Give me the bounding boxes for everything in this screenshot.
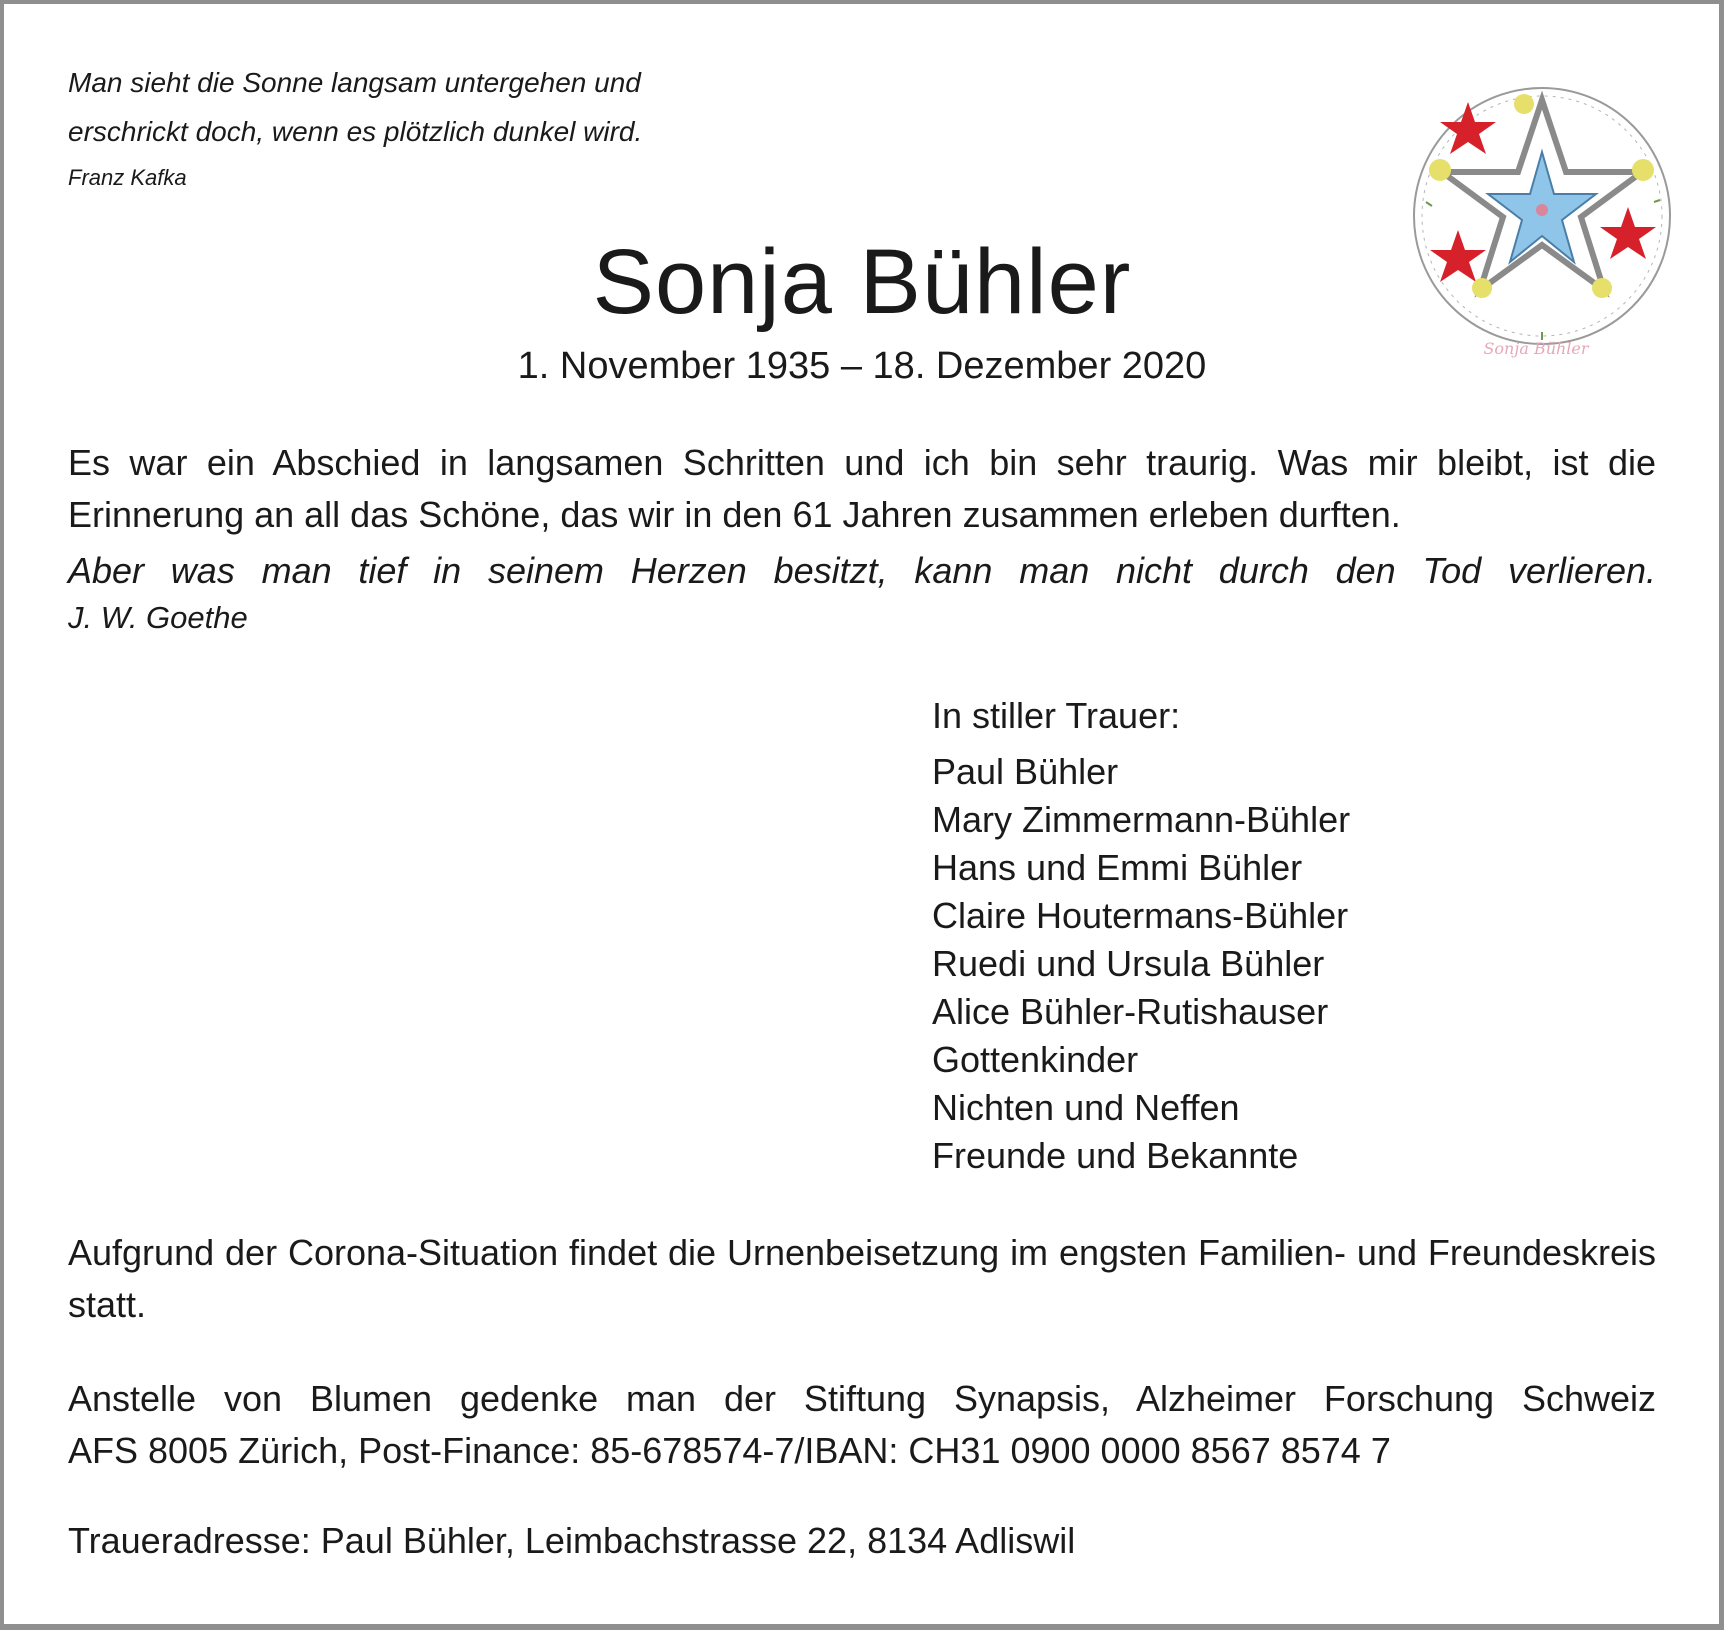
farewell-paragraph (68, 437, 1656, 541)
mourner-name: Alice Bühler-Rutishauser (932, 991, 1329, 1032)
mourner-name: Claire Houtermans-Bühler (932, 895, 1349, 936)
corona-notice: Aufgrund der Corona-Situation findet die Urnenbeisetzung im engsten Familien- und Freundeskreis statt. (68, 1232, 1656, 1325)
deceased-name: Sonja Bühler (592, 231, 1132, 333)
emblem-signature: Sonja Bühler (1483, 339, 1589, 358)
mourner-name: Gottenkinder (932, 1039, 1139, 1080)
goethe-quote: Aber was man tief in seinem Herzen besitzt, kann man nicht durch den Tod verlieren. (68, 550, 1656, 591)
goethe-quote-author: J. W. Goethe (68, 600, 248, 635)
kafka-quote-line-1: Man sieht die Sonne langsam untergehen und (68, 67, 641, 98)
mourner-name: Ruedi und Ursula Bühler (932, 943, 1325, 984)
mourner-name: Freunde und Bekannte (932, 1135, 1299, 1176)
mourner-name: Mary Zimmermann-Bühler (932, 799, 1351, 840)
life-dates: 1. November 1935 – 18. Dezember 2020 (517, 345, 1207, 387)
donation-line-1: Anstelle von Blumen gedenke man der Stiftung Synapsis, Alzheimer Forschung Schweiz (68, 1378, 1656, 1419)
kafka-quote (68, 58, 642, 156)
mourner-name: Paul Bühler (932, 751, 1119, 792)
donation-notice (68, 1373, 1656, 1477)
kafka-quote-line-2: erschrickt doch, wenn es plötzlich dunkel wird. (68, 116, 643, 147)
mourner-name: Nichten und Neffen (932, 1087, 1240, 1128)
mourner-name: Hans und Emmi Bühler (932, 847, 1303, 888)
kafka-quote-author: Franz Kafka (68, 165, 187, 190)
donation-line-2: AFS 8005 Zürich, Post-Finance: 85-678574-7/IBAN: CH31 0900 0000 8567 8574 7 (68, 1430, 1391, 1471)
mourners-heading: In stiller Trauer: (932, 695, 1181, 736)
mourners-list (932, 748, 1350, 1180)
farewell-line-2: Erinnerung an all das Schöne, das wir in den 61 Jahren zusammen erleben durften. (68, 494, 1401, 535)
farewell-line-1: Es war ein Abschied in langsamen Schritten und ich bin sehr traurig. Was mir bleibt, ist die (68, 442, 1656, 483)
mourning-address: Traueradresse: Paul Bühler, Leimbachstrasse 22, 8134 Adliswil (68, 1520, 1076, 1561)
